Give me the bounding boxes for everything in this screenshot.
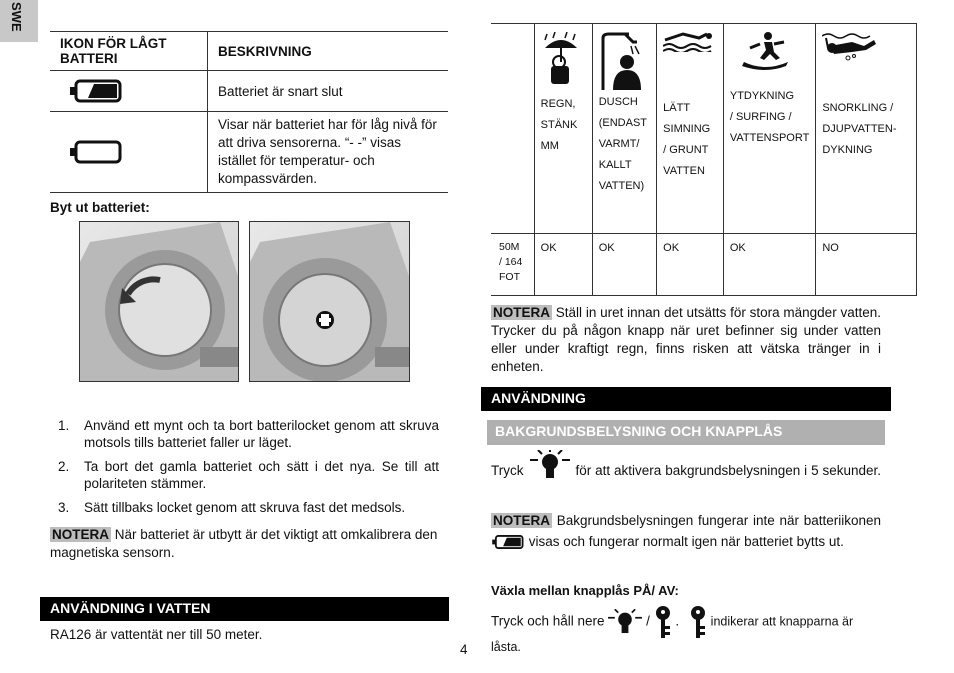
note-backlight: NOTERA Bakgrundsbelysningen fungerar inte när batteriikonen visas och fungerar normalt igen när batteriet bytts ut. bbox=[493, 513, 881, 549]
note-label: NOTERA bbox=[493, 513, 550, 528]
note-water: NOTERA Ställ in uret innan det utsätts för stora mängder vatten. Trycker du på någon knapp när uret befinner sig under vatten eller under kraftigt regn, finns risken att vätska tränger in i enheten. bbox=[491, 305, 881, 374]
value-swimming: OK bbox=[657, 234, 724, 296]
col-surfing: YTDYKNING / SURFING / VATTENSPORT bbox=[723, 24, 815, 234]
swimming-icon bbox=[663, 32, 715, 52]
key-icon bbox=[689, 606, 707, 638]
list-item: 3. Sätt tillbaks locket genom att skruva fast det medsols. bbox=[58, 500, 406, 515]
battery-low-icon bbox=[68, 78, 124, 104]
value-snorkeling: NO bbox=[816, 234, 917, 296]
list-item: 1. Använd ett mynt och ta bort batterilocket genom att skruva motsols tills batteriet faller ur läget. bbox=[58, 418, 439, 450]
light-bulb-icon bbox=[530, 450, 570, 480]
section-water-usage: ANVÄNDNING I VATTEN bbox=[40, 597, 449, 621]
col-header-description: BESKRIVNING bbox=[208, 32, 449, 71]
lock-instruction: Tryck och håll nere / . indikerar att knapparna är låsta. bbox=[491, 606, 881, 656]
battery-low-cell bbox=[50, 71, 208, 112]
rain-umbrella-icon bbox=[541, 32, 581, 84]
col-header-icon: IKON FÖR LÅGT BATTERI bbox=[50, 32, 208, 71]
table-row bbox=[50, 112, 448, 193]
col-swimming: LÄTT SIMNING / GRUNT VATTEN bbox=[657, 24, 724, 234]
col-rain: REGN, STÄNK MM bbox=[534, 24, 592, 234]
language-tab bbox=[0, 0, 38, 42]
value-rain: OK bbox=[534, 234, 592, 296]
battery-empty-icon bbox=[68, 139, 124, 165]
water-resistance-text: RA126 är vattentät ner till 50 meter. bbox=[50, 627, 263, 642]
battery-empty-description: Visar när batteriet har för låg nivå för att driva sensorerna. “- -” visas istället för temperatur- och kompassvärden. bbox=[208, 112, 449, 193]
section-backlight-lock: BAKGRUNDSBELYSNING OCH KNAPPLÅS bbox=[487, 420, 885, 445]
col-shower: DUSCH (ENDAST VARMT/ KALLT VATTEN) bbox=[592, 24, 656, 234]
language-label: SWE bbox=[9, 2, 24, 32]
section-usage: ANVÄNDNING bbox=[481, 387, 891, 411]
surfing-icon bbox=[740, 32, 790, 72]
table-header-row bbox=[50, 32, 448, 71]
watch-battery-illustration bbox=[250, 222, 410, 382]
page-number: 4 bbox=[460, 642, 468, 657]
key-icon bbox=[654, 606, 672, 638]
battery-low-description: Batteriet är snart slut bbox=[208, 71, 449, 112]
battery-icon-table bbox=[50, 31, 448, 193]
light-bulb-icon bbox=[608, 609, 642, 635]
shower-icon bbox=[599, 32, 643, 90]
value-shower: OK bbox=[592, 234, 656, 296]
backlight-instruction: Tryck för att aktivera bakgrundsbelysningen i 5 sekunder. bbox=[491, 450, 881, 480]
note-recalibrate: NOTERA När batteriet är utbytt är det viktigt att omkalibrera den magnetiska sensorn. bbox=[50, 527, 438, 560]
replace-battery-title: Byt ut batteriet: bbox=[50, 200, 150, 215]
value-surfing: OK bbox=[723, 234, 815, 296]
table-row bbox=[50, 71, 448, 112]
water-resistance-table bbox=[491, 23, 917, 296]
snorkeling-icon bbox=[822, 32, 878, 62]
battery-empty-cell bbox=[50, 112, 208, 193]
watch-back-image-1 bbox=[79, 221, 239, 382]
table-row bbox=[491, 24, 917, 234]
depth-label: 50M / 164 FOT bbox=[491, 234, 534, 296]
watch-cover-illustration bbox=[80, 222, 239, 382]
col-snorkeling: SNORKLING / DJUPVATTEN- DYKNING bbox=[816, 24, 917, 234]
table-row bbox=[491, 234, 917, 296]
watch-back-image-2 bbox=[249, 221, 410, 382]
lock-title: Växla mellan knapplås PÅ/ AV: bbox=[491, 583, 679, 598]
note-label: NOTERA bbox=[52, 527, 109, 542]
list-item: 2. Ta bort det gamla batteriet och sätt i det nya. Se till att polariteten stämmer. bbox=[58, 459, 439, 491]
replace-steps-list bbox=[50, 417, 439, 516]
battery-low-icon bbox=[491, 534, 525, 550]
note-label: NOTERA bbox=[493, 305, 550, 320]
